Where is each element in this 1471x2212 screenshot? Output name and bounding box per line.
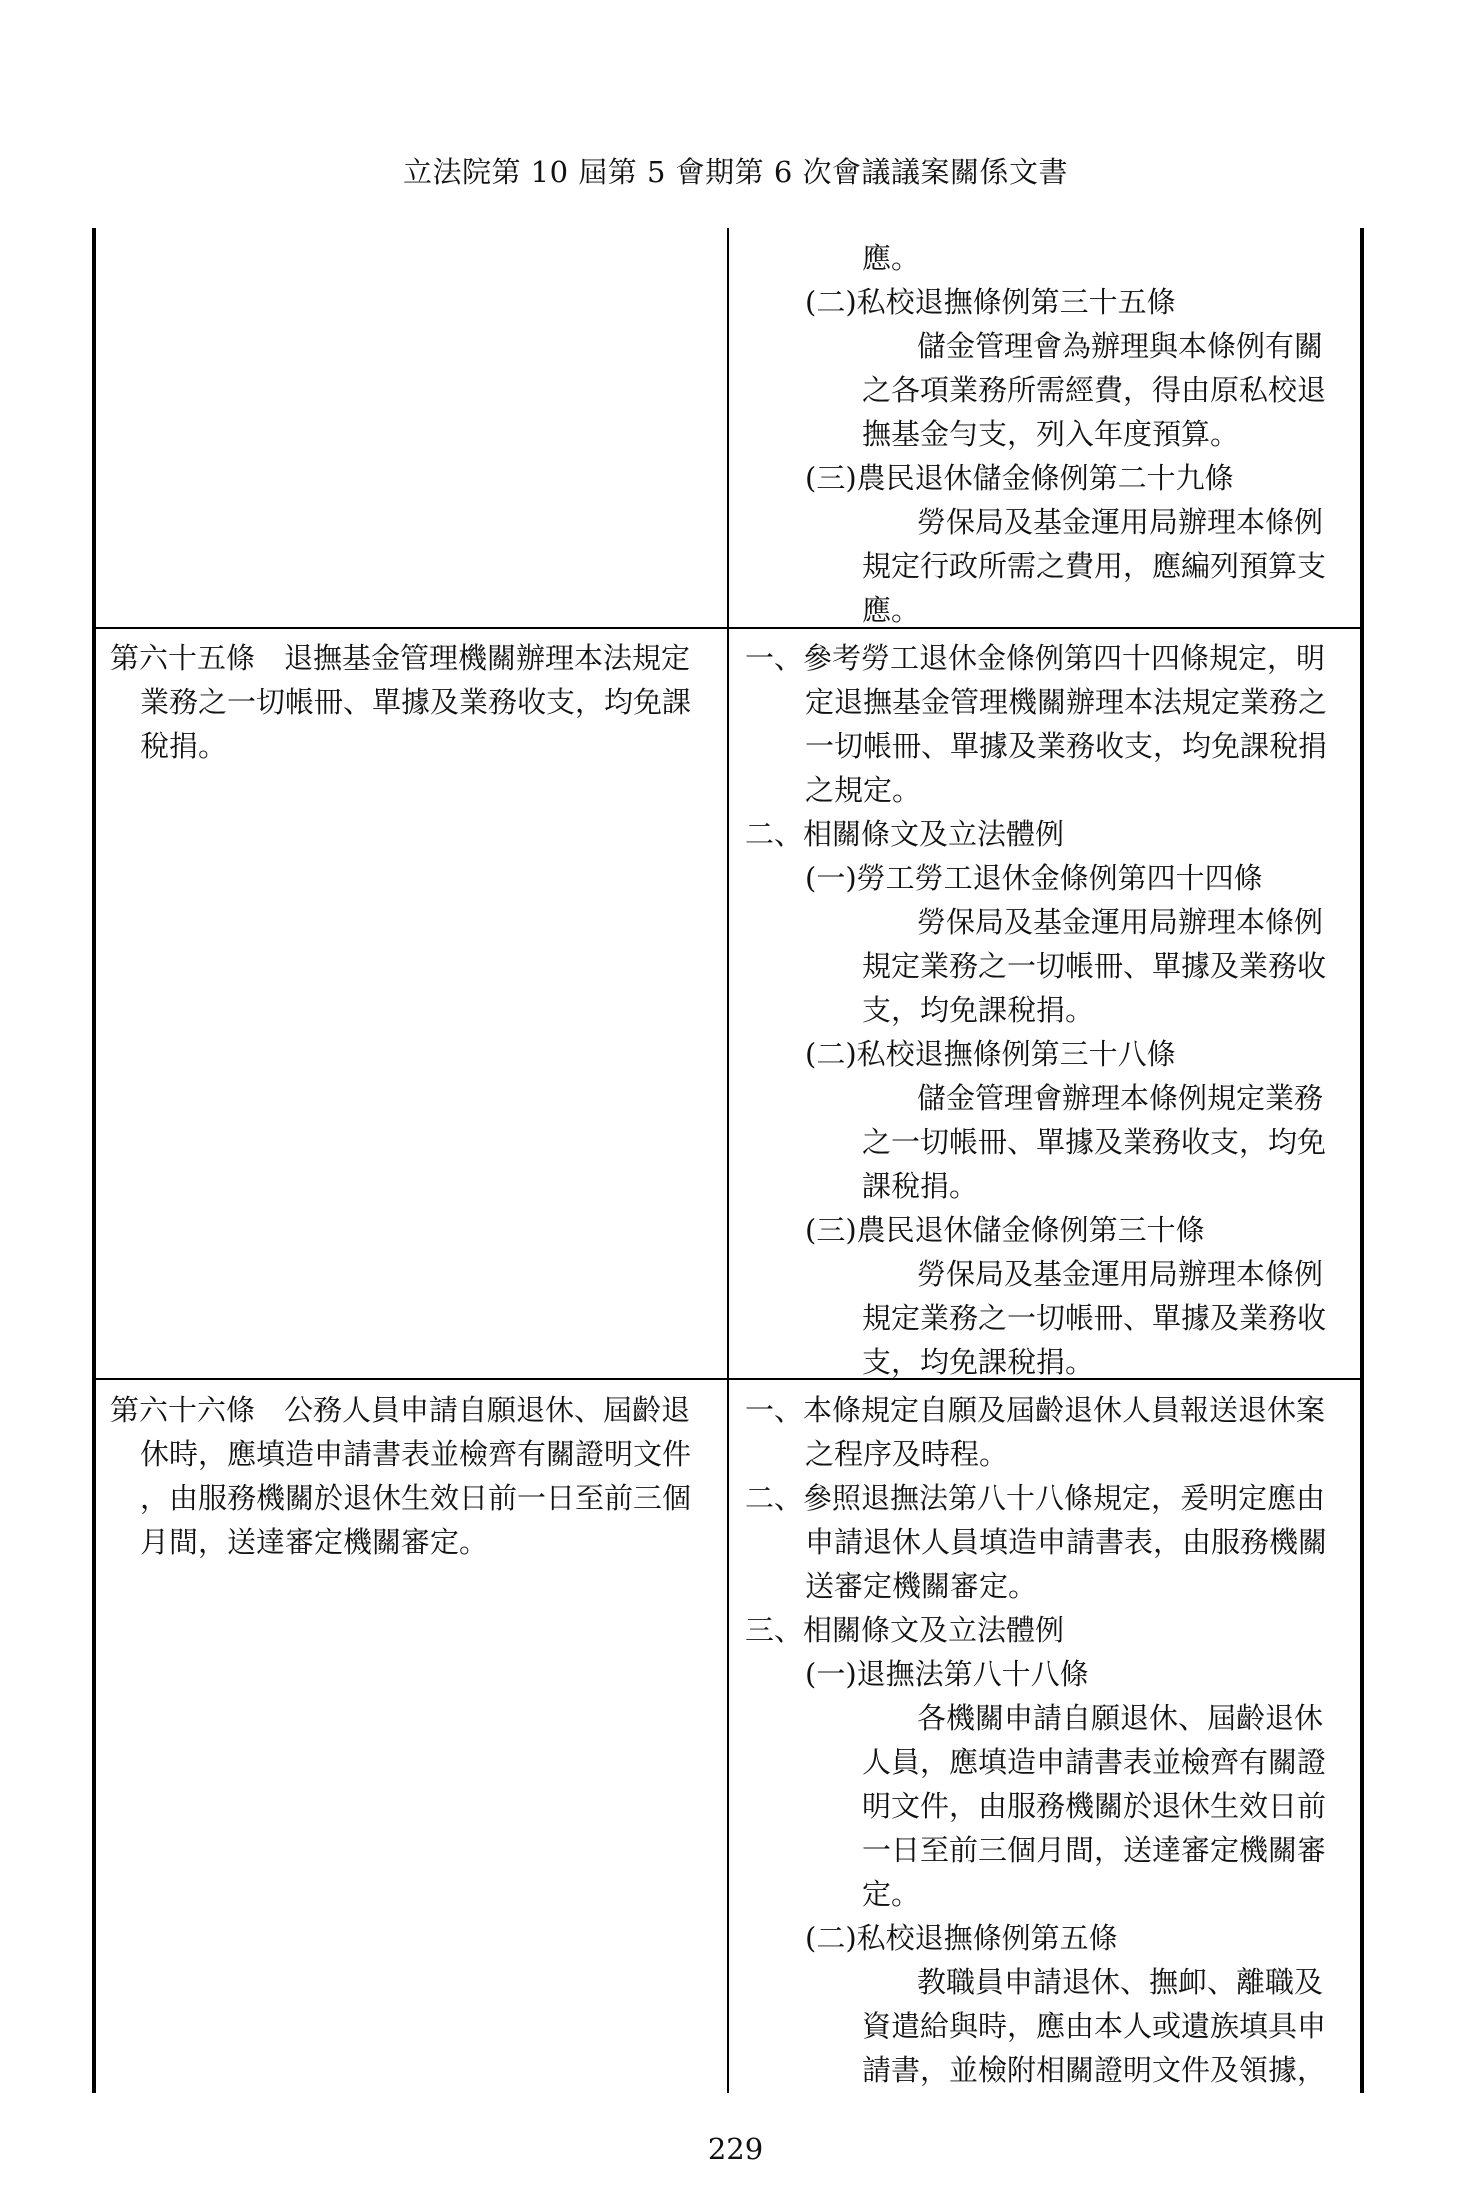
explanation-text-line: 定退撫基金管理機關辦理本法規定業務之 bbox=[805, 685, 1328, 719]
explanation-text-line: 支，均免課稅捐。 bbox=[862, 993, 1095, 1027]
article-text-line: 稅捐。 bbox=[140, 729, 228, 763]
explanation-text-line: 規定行政所需之費用，應編列預算支 bbox=[862, 549, 1327, 583]
article-text-line: 業務之一切帳冊、單據及業務收支，均免課 bbox=[140, 685, 692, 719]
explanation-text-line: 二、相關條文及立法體例 bbox=[745, 817, 1065, 851]
explanation-text-line: 課稅捐。 bbox=[862, 1169, 979, 1203]
explanation-text-line: 申請退休人員填造申請書表，由服務機關 bbox=[805, 1525, 1328, 1559]
explanation-text-line: 勞保局及基金運用局辦理本條例 bbox=[917, 905, 1324, 939]
explanation-text-line: 三、相關條文及立法體例 bbox=[745, 1613, 1065, 1647]
article-text-line: 第六十五條 退撫基金管理機關辦理本法規定 bbox=[110, 641, 691, 675]
explanation-text-line: 應。 bbox=[862, 593, 921, 627]
explanation-text-line: 定。 bbox=[862, 1877, 921, 1911]
explanation-text-line: 勞保局及基金運用局辦理本條例 bbox=[917, 1257, 1324, 1291]
column-divider bbox=[727, 228, 729, 2093]
explanation-text-line: 規定業務之一切帳冊、單據及業務收 bbox=[862, 1301, 1327, 1335]
explanation-text-line: 資遣給與時，應由本人或遺族填具申 bbox=[862, 2009, 1327, 2043]
page-number: 229 bbox=[707, 2132, 764, 2166]
explanation-text-line: 勞保局及基金運用局辦理本條例 bbox=[917, 505, 1324, 539]
row-divider bbox=[92, 627, 1364, 629]
explanation-text-line: 送審定機關審定。 bbox=[805, 1569, 1038, 1603]
explanation-text-line: 之程序及時程。 bbox=[805, 1437, 1009, 1471]
row-divider bbox=[92, 1378, 1364, 1380]
explanation-text-line: (二)私校退撫條例第三十五條 bbox=[805, 285, 1176, 319]
explanation-text-line: 一、本條規定自願及屆齡退休人員報送退休案 bbox=[745, 1393, 1326, 1427]
article-text-line: 月間，送達審定機關審定。 bbox=[140, 1525, 489, 1559]
explanation-text-line: 人員，應填造申請書表並檢齊有關證 bbox=[862, 1745, 1327, 1779]
explanation-text-line: 之一切帳冊、單據及業務收支，均免 bbox=[862, 1125, 1327, 1159]
table-left-border bbox=[92, 228, 96, 2093]
explanation-text-line: 之規定。 bbox=[805, 773, 922, 807]
article-text-line: 第六十六條 公務人員申請自願退休、屆齡退 bbox=[110, 1393, 691, 1427]
explanation-text-line: 各機關申請自願退休、屆齡退休 bbox=[917, 1701, 1324, 1735]
explanation-text-line: 一、參考勞工退休金條例第四十四條規定，明 bbox=[745, 641, 1326, 675]
explanation-text-line: (一)退撫法第八十八條 bbox=[805, 1657, 1089, 1691]
explanation-text-line: (二)私校退撫條例第三十八條 bbox=[805, 1037, 1176, 1071]
explanation-text-line: 規定業務之一切帳冊、單據及業務收 bbox=[862, 949, 1327, 983]
explanation-text-line: 請書，並檢附相關證明文件及領據， bbox=[862, 2053, 1327, 2087]
article-text-line: ，由服務機關於退休生效日前一日至前三個 bbox=[140, 1481, 692, 1515]
article-text-line: 休時，應填造申請書表並檢齊有關證明文件 bbox=[140, 1437, 692, 1471]
table-right-border bbox=[1360, 228, 1364, 2093]
explanation-text-line: 撫基金勻支，列入年度預算。 bbox=[862, 417, 1240, 451]
explanation-text-line: 一切帳冊、單據及業務收支，均免課稅捐 bbox=[805, 729, 1328, 763]
explanation-text-line: 儲金管理會辦理本條例規定業務 bbox=[917, 1081, 1324, 1115]
explanation-text-line: 明文件，由服務機關於退休生效日前 bbox=[862, 1789, 1327, 1823]
page-header: 立法院第 10 屆第 5 會期第 6 次會議議案關係文書 bbox=[402, 155, 1069, 189]
explanation-text-line: 應。 bbox=[862, 241, 921, 275]
explanation-text-line: (一)勞工勞工退休金條例第四十四條 bbox=[805, 861, 1263, 895]
explanation-text-line: 之各項業務所需經費，得由原私校退 bbox=[862, 373, 1327, 407]
explanation-text-line: (二)私校退撫條例第五條 bbox=[805, 1921, 1118, 1955]
explanation-text-line: 支，均免課稅捐。 bbox=[862, 1345, 1095, 1379]
explanation-text-line: 儲金管理會為辦理與本條例有關 bbox=[917, 329, 1324, 363]
explanation-text-line: (三)農民退休儲金條例第三十條 bbox=[805, 1213, 1205, 1247]
explanation-text-line: (三)農民退休儲金條例第二十九條 bbox=[805, 461, 1234, 495]
explanation-text-line: 二、參照退撫法第八十八條規定，爰明定應由 bbox=[745, 1481, 1326, 1515]
explanation-text-line: 一日至前三個月間，送達審定機關審 bbox=[862, 1833, 1327, 1867]
explanation-text-line: 教職員申請退休、撫卹、離職及 bbox=[917, 1965, 1324, 1999]
